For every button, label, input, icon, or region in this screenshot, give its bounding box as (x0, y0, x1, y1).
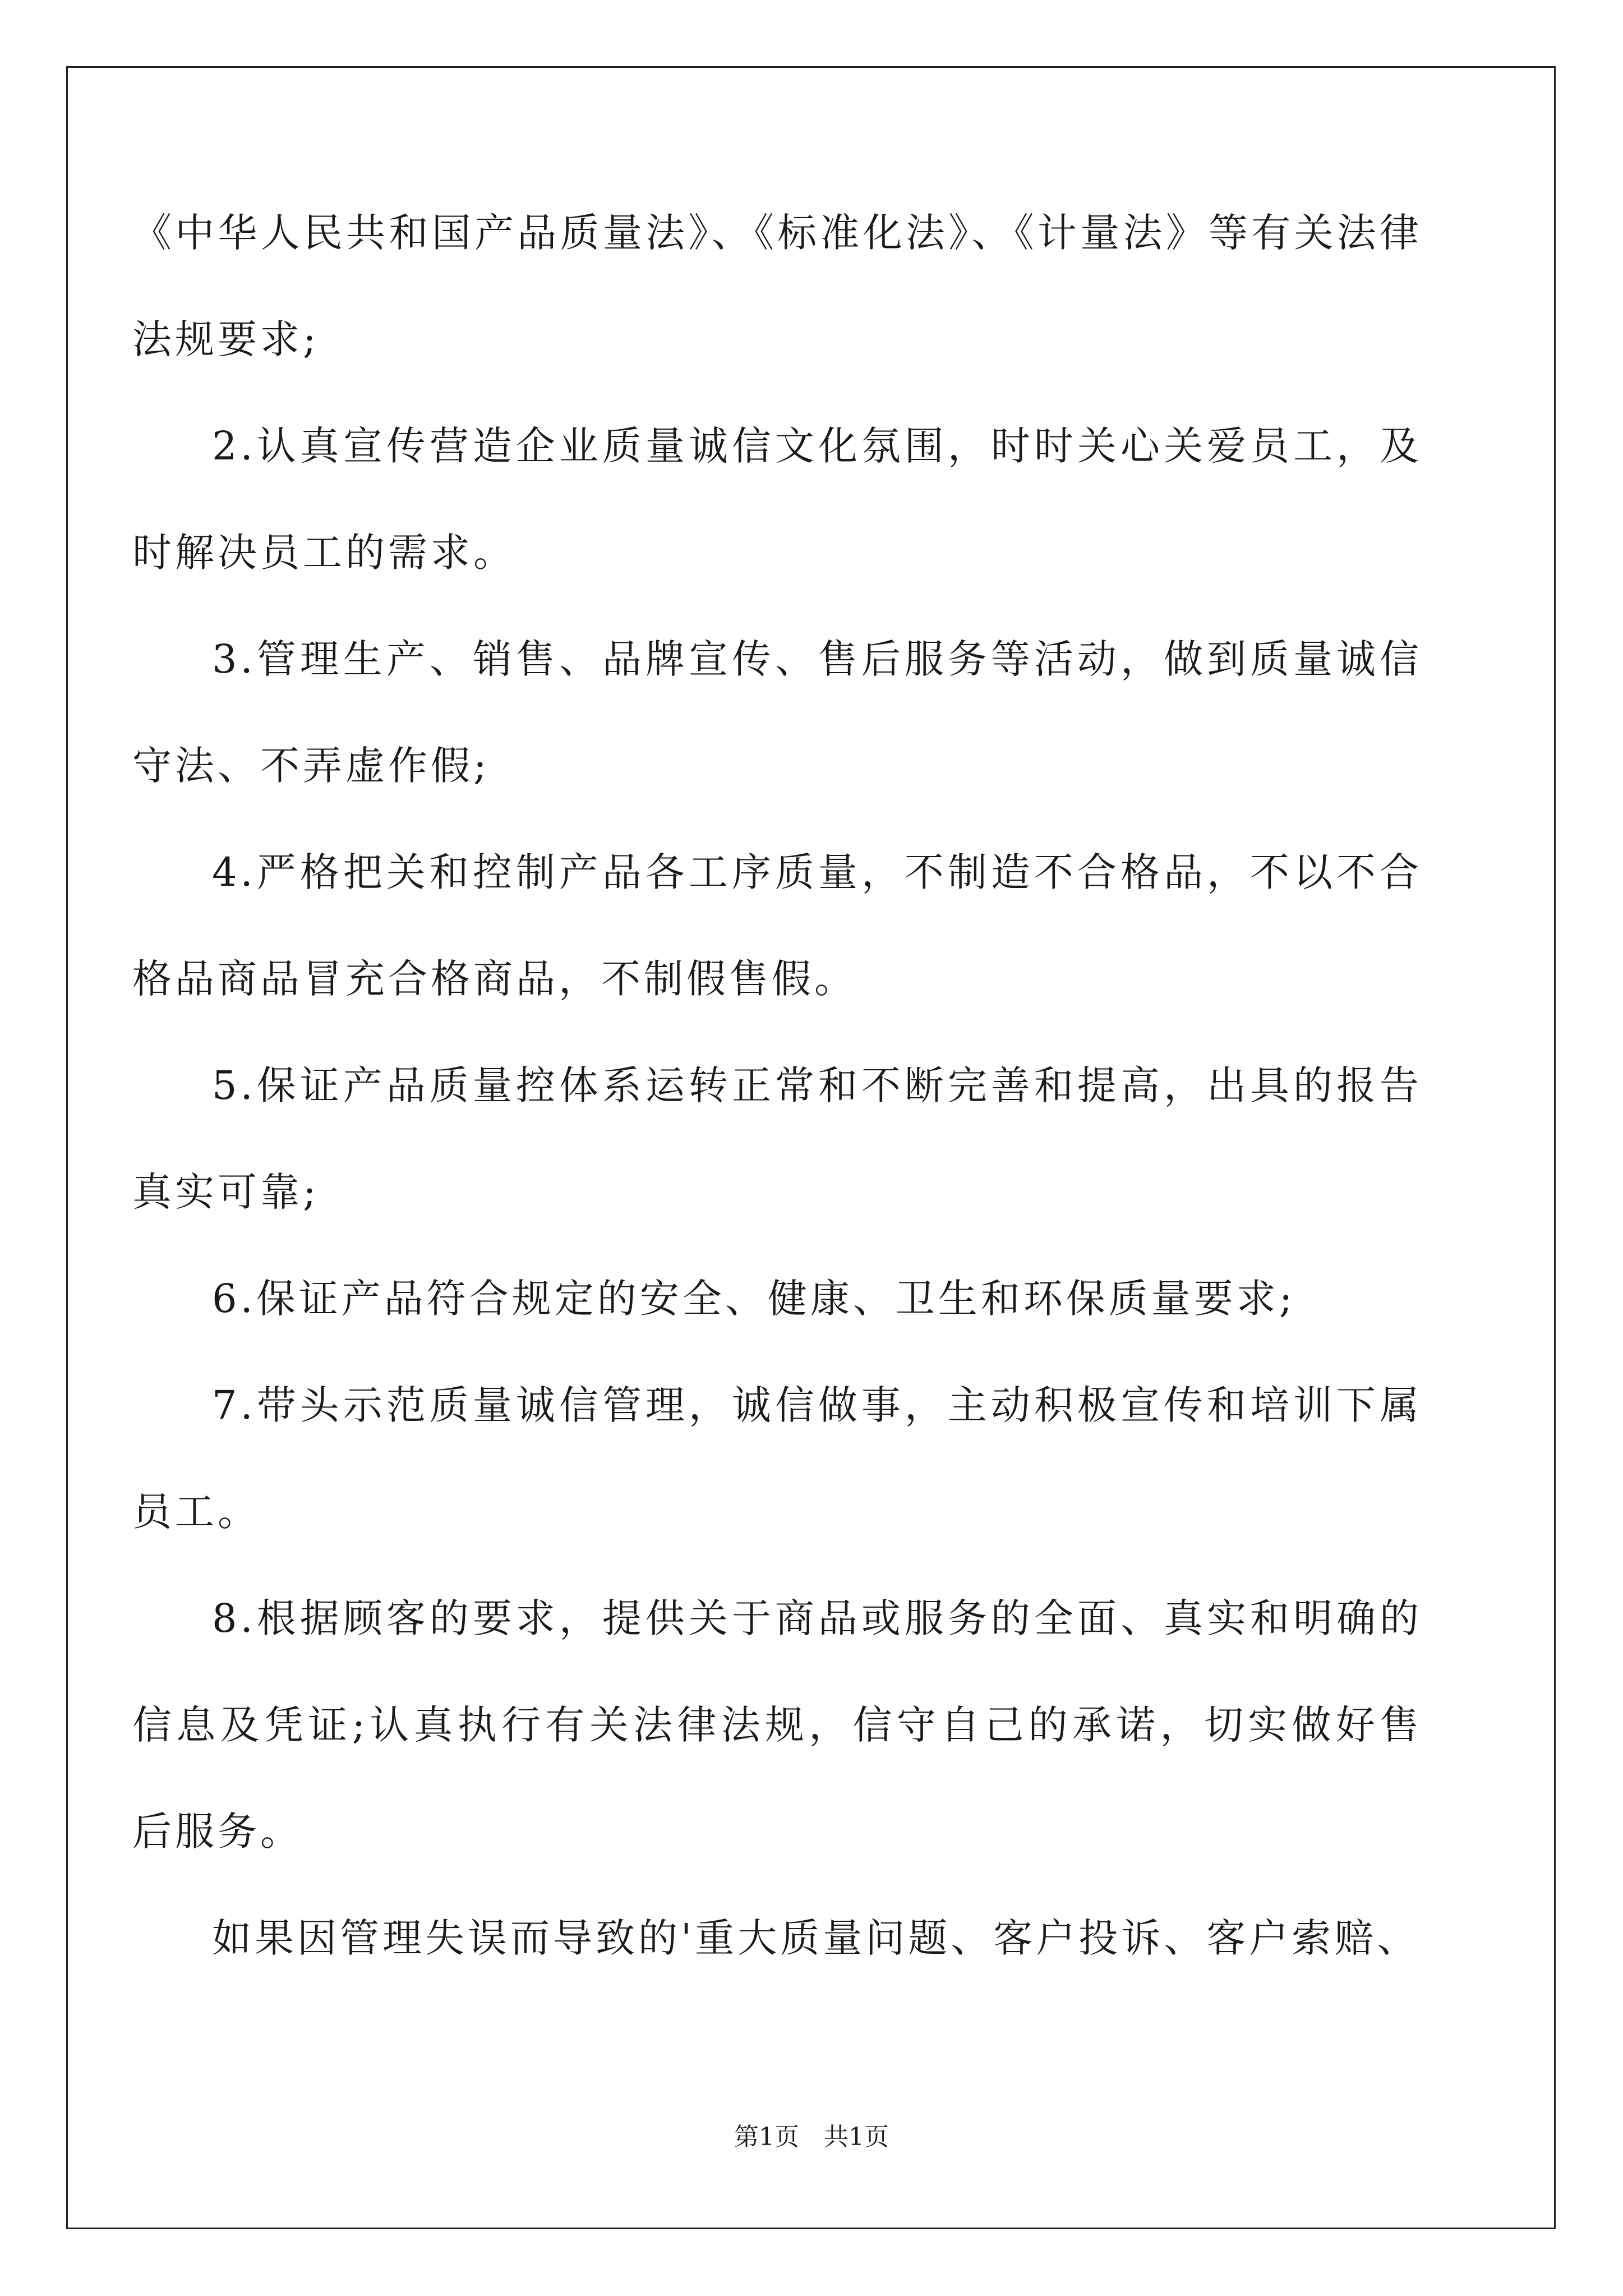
paragraph-item-5: 5.保证产品质量控体系运转正常和不断完善和提高，出具的报告真实可靠; (132, 1062, 1422, 1215)
paragraph-item-6: 6.保证产品符合规定的安全、健康、卫生和环保质量要求; (212, 1276, 1296, 1322)
paragraph-item-8: 8.根据顾客的要求，提供关于商品或服务的全面、真实和明确的信息及凭证;认真执行有关法律法规，信守自己的承诺，切实做好售后服务。 (132, 1595, 1422, 1855)
paragraph-law-references: 《中华人民共和国产品质量法》、《标准化法》、《计量法》等有关法律法规要求; (132, 210, 1422, 362)
paragraph-item-4: 4.严格把关和控制产品各工序质量，不制造不合格品，不以不合格品商品冒充合格商品，不制假售假。 (132, 849, 1422, 1002)
page-number: 第1页 共1页 (734, 2123, 889, 2151)
paragraph-item-3: 3.管理生产、销售、品牌宣传、售后服务等活动，做到质量诚信守法、不弄虚作假; (132, 636, 1422, 789)
paragraph-item-7: 7.带头示范质量诚信管理，诚信做事，主动积极宣传和培训下属员工。 (132, 1382, 1422, 1535)
paragraph-item-2: 2.认真宣传营造企业质量诚信文化氛围，时时关心关爱员工，及时解决员工的需求。 (132, 423, 1422, 576)
document-body (132, 180, 1422, 1991)
paragraph-liability: 如果因管理失误而导致的'重大质量问题、客户投诉、客户索赔、 (212, 1915, 1420, 1961)
